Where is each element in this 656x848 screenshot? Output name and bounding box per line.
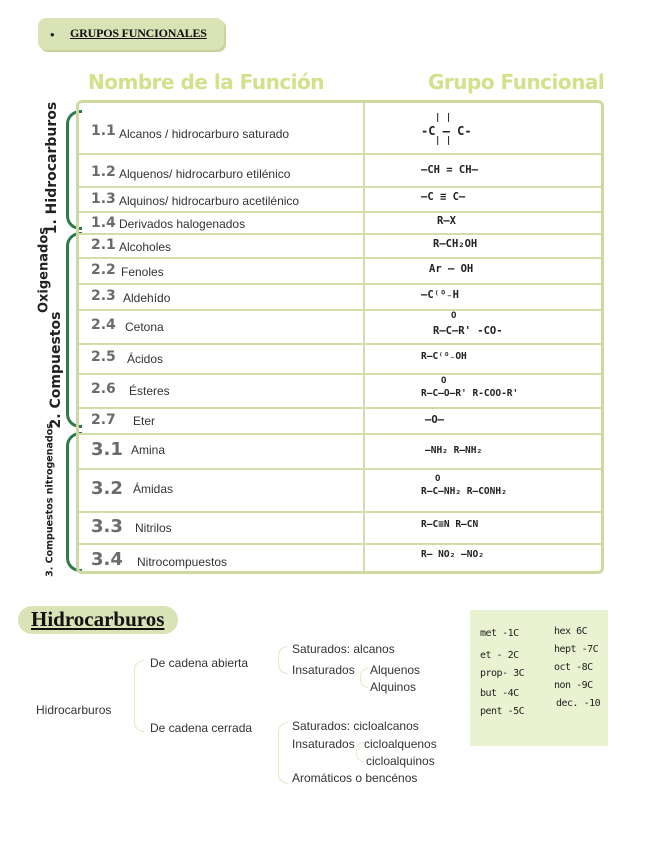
- row-formula: -C – C-: [421, 124, 472, 138]
- row-number: 2.4: [91, 317, 116, 333]
- row-name: Nitrilos: [135, 521, 172, 535]
- tree-closed-unsaturated: Insaturados: [292, 737, 355, 751]
- row-number: 1.3: [91, 191, 116, 207]
- section-badge: [38, 18, 224, 50]
- tree-brace-open: [278, 646, 288, 674]
- tree-closed-chain: De cadena cerrada: [150, 721, 253, 735]
- row-divider: [79, 186, 601, 188]
- prefix-item: met -1C: [480, 628, 519, 639]
- row-formula: –O–: [425, 414, 444, 426]
- row-divider: [79, 373, 601, 375]
- tree-cicloalquinos: cicloalquinos: [366, 754, 435, 768]
- row-number: 2.2: [91, 262, 116, 278]
- tree-cicloalquenos: cicloalquenos: [364, 737, 437, 751]
- row-number: 2.6: [91, 381, 116, 397]
- row-formula: R–C⁽ᴼ₋OH: [421, 351, 467, 362]
- prefix-item: hept -7C: [554, 644, 599, 655]
- row-name: Alquinos/ hidrocarburo acetilénico: [119, 194, 300, 208]
- row-divider: [79, 543, 601, 545]
- row-name: Alcoholes: [119, 240, 172, 254]
- prefix-item: pent -5C: [480, 706, 525, 717]
- row-number: 2.7: [91, 412, 116, 428]
- tree-open-chain: De cadena abierta: [150, 656, 249, 670]
- row-divider: [79, 468, 601, 470]
- tree-open-saturated: Saturados: alcanos: [292, 642, 395, 656]
- row-divider: [79, 153, 601, 155]
- row-number: 3.4: [91, 549, 123, 570]
- row-formula: Ar – OH: [429, 263, 474, 275]
- row-number: 3.1: [91, 439, 123, 460]
- row-name: Derivados halogenados: [119, 217, 246, 231]
- prefix-item: dec. -10: [556, 698, 601, 709]
- row-name: Alcanos / hidrocarburo saturado: [119, 127, 290, 141]
- row-formula: R–C–NH₂ R–CONH₂: [421, 486, 507, 497]
- row-formula: R–CH₂OH: [433, 238, 478, 250]
- row-name: Cetona: [125, 320, 164, 334]
- prefix-item: hex 6C: [554, 626, 588, 637]
- tree-root: Hidrocarburos: [36, 703, 112, 717]
- prefix-item: prop- 3C: [480, 668, 525, 679]
- row-divider: [79, 233, 601, 235]
- tree-brace-root: [134, 660, 144, 732]
- bullet: •: [50, 27, 55, 42]
- row-number: 2.3: [91, 288, 116, 304]
- row-divider: [79, 407, 601, 409]
- tree-brace-closed: [278, 722, 288, 784]
- row-formula: R–C–O–R' R-COO-R': [421, 388, 519, 399]
- row-formula: –C ≡ C–: [421, 191, 466, 203]
- row-divider: [79, 343, 601, 345]
- row-formula: R–C≡N R–CN: [421, 519, 479, 530]
- heading-text: Hidrocarburos: [31, 607, 165, 631]
- row-name: Ésteres: [129, 384, 170, 398]
- row-divider: [79, 433, 601, 435]
- row-number: 2.5: [91, 349, 116, 365]
- row-formula: R–X: [437, 215, 456, 227]
- row-divider: [79, 211, 601, 213]
- tree-open-unsaturated: Insaturados: [292, 663, 355, 677]
- prefix-item: non -9C: [554, 680, 593, 691]
- tree-closed-saturated: Saturados: cicloalcanos: [292, 719, 419, 733]
- row-name: Eter: [133, 414, 156, 428]
- row-divider: [79, 511, 601, 513]
- row-name: Ácidos: [127, 352, 164, 366]
- prefix-item: but -4C: [480, 688, 519, 699]
- row-name: Ámidas: [133, 482, 174, 496]
- tree-alquinos: Alquinos: [370, 680, 417, 694]
- row-name: Alquenos/ hidrocarburo etilénico: [119, 167, 291, 181]
- prefix-item: et - 2C: [480, 650, 519, 661]
- column-header-group: Grupo Funcional: [428, 70, 605, 94]
- row-name: Aldehído: [123, 291, 171, 305]
- row-number: 1.4: [91, 215, 116, 231]
- row-formula: R–C–R' -CO-: [433, 325, 503, 337]
- row-formula: –C⁽ᴼ₋H: [421, 289, 459, 301]
- tree-alquenos: Alquenos: [370, 663, 421, 677]
- row-formula: R– NO₂ –NO₂: [421, 549, 484, 560]
- hidrocarburos-heading: [18, 606, 178, 634]
- prefix-note: [470, 610, 608, 746]
- row-formula: –CH = CH–: [421, 164, 478, 176]
- row-formula: –NH₂ R–NH₂: [425, 445, 483, 456]
- row-name: Fenoles: [121, 265, 164, 279]
- column-divider: [363, 103, 365, 571]
- row-formula-bot: | |: [435, 136, 452, 146]
- row-number: 1.1: [91, 123, 116, 139]
- row-divider: [79, 257, 601, 259]
- row-name: Nitrocompuestos: [137, 555, 228, 569]
- row-divider: [79, 309, 601, 311]
- row-formula-top: O: [451, 311, 457, 321]
- row-number: 3.2: [91, 478, 123, 499]
- row-divider: [79, 283, 601, 285]
- section-label-2a: 2. Compuestos: [48, 311, 64, 429]
- section-label-1: 1. Hidrocarburos: [44, 101, 60, 235]
- tree-brace-cyclo: [356, 742, 364, 762]
- row-name: Amina: [131, 443, 166, 457]
- row-number: 3.3: [91, 516, 123, 537]
- row-number: 2.1: [91, 237, 116, 253]
- row-formula-top: O: [435, 474, 441, 484]
- section-title: GRUPOS FUNCIONALES: [70, 26, 207, 40]
- section-label-2b: Oxigenados: [36, 226, 52, 314]
- section-label-3: 3. Compuestos nitrogenados: [44, 423, 56, 577]
- tree-brace-unsat: [360, 668, 368, 688]
- functional-groups-table: [76, 100, 604, 574]
- tree-aromaticos: Aromáticos o bencénos: [292, 771, 418, 785]
- row-formula-top: O: [441, 376, 447, 386]
- column-header-name: Nombre de la Función: [88, 70, 325, 94]
- prefix-item: oct -8C: [554, 662, 593, 673]
- row-number: 1.2: [91, 164, 116, 180]
- row-formula-top: | |: [435, 113, 452, 123]
